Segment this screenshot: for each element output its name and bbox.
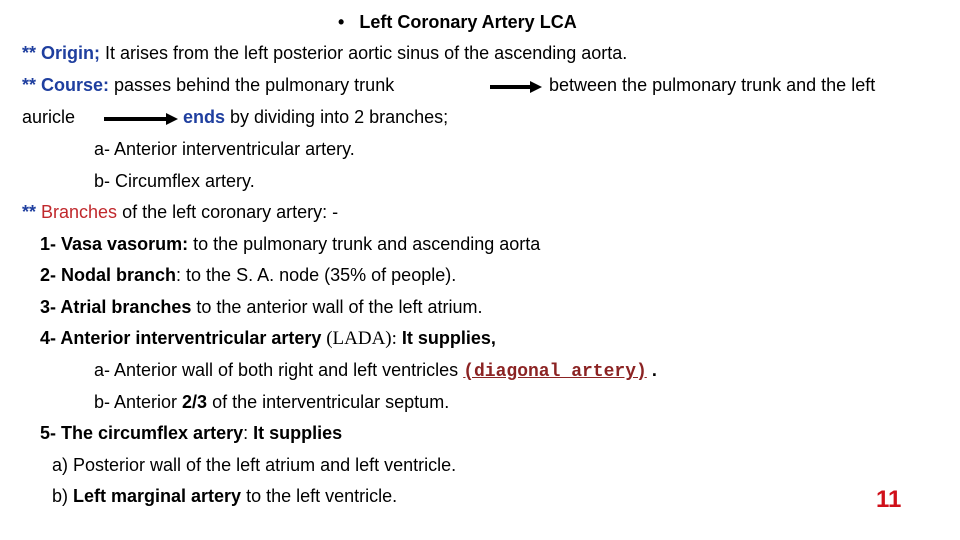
course-ends-label: ends — [183, 107, 226, 127]
branch-item-2-text: : to the S. A. node (35% of people). — [176, 265, 457, 285]
lada-item-a-text: a- Anterior wall of both right and left ventricles — [94, 360, 464, 380]
page-number: 11 — [876, 486, 902, 513]
course-text-1: passes behind the pulmonary trunk — [109, 75, 395, 95]
arrow-right-icon — [490, 80, 542, 94]
branch-item-4-abbrev: (LADA): — [321, 328, 397, 349]
branches-stars: ** — [22, 202, 37, 222]
origin-line — [22, 42, 627, 64]
circ-item-b — [52, 485, 397, 507]
course-text-2: between the pulmonary trunk and the left — [549, 75, 876, 95]
title-bullet: • — [338, 12, 345, 32]
branch-item-4-label: 4- Anterior interventricular artery — [40, 328, 322, 348]
lada-item-b-post: of the interventricular septum. — [207, 392, 450, 412]
circ-item-b-pre: b) — [52, 486, 74, 506]
branch-item-5-colon: : — [243, 423, 254, 443]
branch-item-2-label: 2- Nodal branch — [40, 265, 177, 285]
branches-heading — [22, 201, 338, 223]
branch-item-1-text: to the pulmonary trunk and ascending aorta — [188, 234, 541, 254]
lada-item-b-pre: b- Anterior — [94, 392, 183, 412]
branch-item-5-supplies: It supplies — [253, 423, 343, 443]
branch-item-4 — [40, 327, 496, 350]
branch-item-2 — [40, 264, 456, 286]
lada-item-b-fraction: 2/3 — [182, 392, 208, 412]
origin-label: ** Origin; — [22, 43, 101, 63]
slide-title — [338, 11, 577, 33]
course-branch-b: b- Circumflex artery. — [94, 171, 255, 191]
diagonal-artery-label: (diagonal artery) — [463, 362, 647, 382]
branch-item-1 — [40, 233, 540, 255]
branch-item-5 — [40, 422, 342, 444]
branches-text: of the left coronary artery: - — [117, 202, 339, 222]
branch-item-4-supplies: It supplies, — [396, 328, 496, 348]
circ-item-b-post: to the left ventricle. — [241, 486, 398, 506]
course-text-3: auricle — [22, 107, 76, 127]
arrow-right-icon — [104, 112, 178, 126]
title-text: Left Coronary Artery LCA — [359, 12, 577, 32]
origin-text: It arises from the left posterior aortic sinus of the ascending aorta. — [100, 43, 628, 63]
course-label: ** Course: — [22, 75, 110, 95]
lada-item-a — [94, 359, 657, 383]
lada-item-a-end: . — [646, 360, 657, 380]
lada-item-b — [94, 391, 449, 413]
branch-item-1-label: 1- Vasa vasorum: — [40, 234, 189, 254]
course-branch-a: a- Anterior interventricular artery. — [94, 139, 355, 159]
course-line — [22, 74, 394, 96]
course-ends-text: by dividing into 2 branches; — [225, 107, 449, 127]
branches-label: Branches — [36, 202, 118, 222]
branch-item-3-text: to the anterior wall of the left atrium. — [191, 297, 483, 317]
course-ends-line — [183, 106, 448, 128]
circ-item-a: a) Posterior wall of the left atrium and left ventricle. — [52, 455, 457, 475]
circ-item-b-label: Left marginal artery — [73, 486, 242, 506]
branch-item-3 — [40, 296, 483, 318]
branch-item-5-label: 5- The circumflex artery — [40, 423, 244, 443]
branch-item-3-label: 3- Atrial branches — [40, 297, 192, 317]
